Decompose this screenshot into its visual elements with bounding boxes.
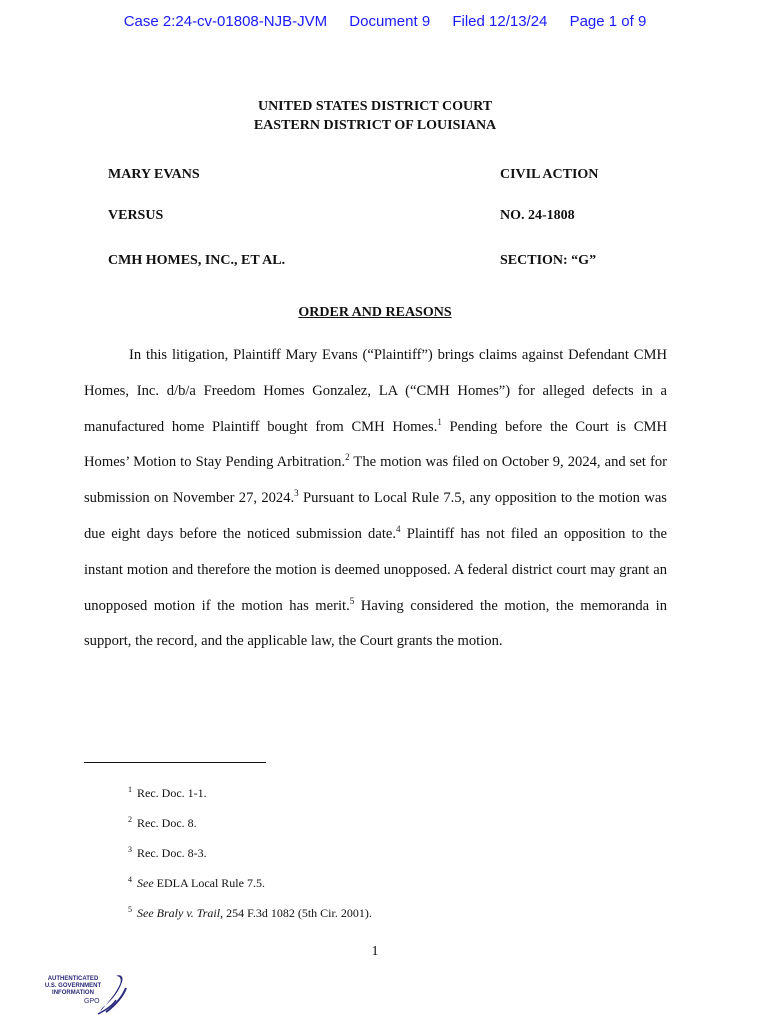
case-header-stamp (0, 13, 770, 30)
body-sentence: Pursuant to Local Rule 7.5, any opposition to the motion was due eight days before the noticed submission date. (84, 490, 667, 542)
footnote (128, 786, 207, 801)
court-title (0, 97, 750, 135)
page-indicator: Page 1 of 9 (569, 13, 647, 30)
footnote-ref: 4 (396, 524, 401, 535)
footnote-ref: 5 (349, 595, 355, 606)
footnote-signal: See Braly v. Trail (137, 906, 221, 920)
footnote-ref: 2 (345, 452, 350, 463)
footnote-text: Rec. Doc. 1-1. (137, 786, 207, 800)
caption-section: SECTION: “G” (500, 253, 597, 268)
court-name: UNITED STATES DISTRICT COURT (257, 99, 493, 114)
footnote-ref: 3 (294, 488, 299, 499)
order-body (84, 338, 667, 660)
caption-case-number: NO. 24-1808 (500, 208, 575, 223)
footnote-text: , 254 F.3d 1082 (5th Cir. 2001). (220, 906, 372, 920)
caption-versus: VERSUS (108, 208, 164, 223)
footnote-text: EDLA Local Rule 7.5. (153, 876, 265, 890)
court-district: EASTERN DISTRICT OF LOUISIANA (253, 118, 497, 133)
footnote-text: Rec. Doc. 8. (137, 816, 197, 830)
body-sentence: Pending before the Court is CMH Homes’ Motion to Stay Pending Arbitration. (84, 418, 667, 471)
gpo-seal-line: U.S. GOVERNMENT (44, 983, 102, 989)
gpo-seal-text (44, 976, 102, 997)
document-number: Document 9 (349, 13, 431, 30)
case-number: Case 2:24-cv-01808-NJB-JVM (123, 13, 328, 30)
footnote-number: 1 (128, 785, 132, 794)
footnote-number: 2 (128, 815, 132, 824)
footnote (128, 816, 197, 831)
footnote-signal: See (137, 876, 154, 890)
order-paragraph (84, 338, 667, 660)
filed-date: Filed 12/13/24 (452, 13, 548, 30)
body-sentence: Having considered the motion, the memoranda in support, the record, and the applicable law, the Court grants the motion. (84, 597, 668, 650)
section-heading: ORDER AND REASONS (298, 305, 452, 320)
caption-civil-action: CIVIL ACTION (500, 167, 599, 182)
caption-plaintiff: MARY EVANS (108, 167, 200, 182)
footnote-text: Rec. Doc. 8-3. (137, 846, 207, 860)
eagle-icon (96, 972, 130, 1016)
footnote-ref: 1 (437, 416, 442, 427)
caption-defendant: CMH HOMES, INC., ET AL. (108, 253, 286, 268)
body-sentence: In this litigation, Plaintiff Mary Evans (“Plaintiff”) brings claims against Defendant CMH Homes, Inc. d/b/a Freedom Homes Gonzalez, LA (“CMH Homes”) for alleged defects in a manufactured home Plaintiff bought from CMH Homes. (84, 347, 667, 435)
footnote-number: 4 (128, 875, 132, 884)
body-sentence: Plaintiff has not filed an opposition to the instant motion and therefore the motion is deemed unopposed. A federal district court may grant an unopposed motion if the motion has merit. (84, 525, 668, 614)
footnote-divider (84, 762, 266, 763)
footnote (128, 876, 265, 891)
body-sentence: The motion was filed on October 9, 2024, and set for submission on November 27, 2024. (84, 454, 667, 507)
footnote-number: 3 (128, 845, 132, 854)
gpo-seal-line: AUTHENTICATED (47, 976, 99, 982)
page-number: 1 (371, 944, 379, 959)
footnote (128, 906, 372, 921)
gpo-seal-line: INFORMATION (52, 990, 94, 996)
footnote (128, 846, 207, 861)
footnote-number: 5 (128, 905, 132, 914)
gpo-authentication-seal (44, 972, 134, 1016)
gpo-label: GPO (84, 998, 100, 1005)
